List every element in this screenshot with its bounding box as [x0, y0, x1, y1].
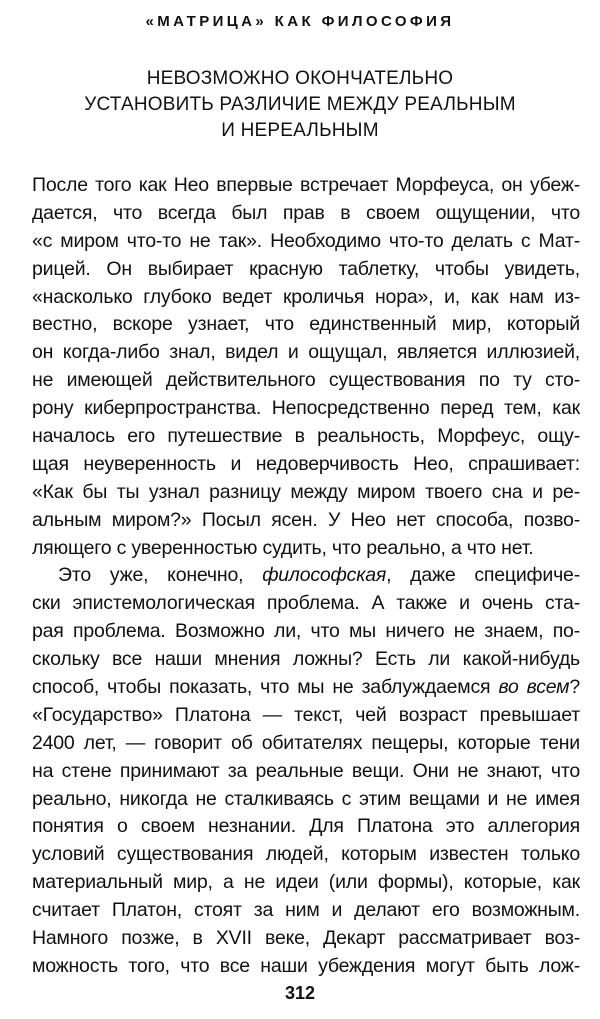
text-run: способ, чтобы показать, что мы не заблуждаемся [32, 676, 499, 699]
text-line: на стене принимают за реальные вещи. Они не знают, что [32, 759, 580, 782]
text-line: рая проблема. Возможно ли, что мы ничего не знаем, по- [32, 620, 580, 643]
text-line: материальный мир, а не идеи (или формы), которые, как [32, 871, 580, 894]
text-line: можность того, что все наши убеждения могут быть лож- [32, 954, 580, 977]
text-line: «Как бы ты узнал разницу между миром твоего сна и ре- [32, 480, 580, 503]
text-line [32, 562, 580, 590]
text-line: ляющего с уверенностью судить, что реально, а что нет. [32, 536, 534, 559]
italic-run: во всем [498, 676, 570, 699]
text-line: щая неуверенность и недоверчивость Нео, спрашивает: [32, 452, 580, 475]
text-line: понятия о своем незнании. Для Платона это аллегория [32, 815, 580, 838]
text-line: Намного позже, в XVII веке, Декарт рассматривает воз- [32, 927, 580, 950]
text-run: ? [569, 676, 580, 699]
text-line: альным миром?» Посыл ясен. У Нео нет способа, позво- [32, 508, 580, 531]
italic-run: философская [262, 564, 387, 587]
text-line: 2400 лет, — говорит об обитателях пещеры, которые тени [32, 731, 580, 754]
text-line: считает Платон, стоят за ним и делают его возможным. [32, 899, 580, 922]
text-line: условий существования людей, которым известен только [32, 843, 580, 866]
text-line: не имеющей действительного существования по ту сто- [32, 369, 580, 392]
text-line [32, 674, 580, 702]
text-line: «насколько глубоко ведет кроличья нора», и, как нам из- [32, 285, 580, 308]
text-line: После того как Нео впервые встречает Морфеуса, он убеж- [32, 174, 580, 196]
title-line: НЕВОЗМОЖНО ОКОНЧАТЕЛЬНО [146, 68, 454, 89]
page-number: 312 [284, 983, 316, 1003]
text-line: рицей. Он выбирает красную таблетку, чтобы увидеть, [32, 257, 580, 280]
text-line: он когда-либо знал, видел и ощущал, является иллюзией, [32, 341, 580, 364]
text-line: вестно, вскоре узнает, что единственный мир, который [32, 313, 580, 336]
title-line: УСТАНОВИТЬ РАЗЛИЧИЕ МЕЖДУ РЕАЛЬНЫМ [84, 94, 516, 115]
text-line: началось его путешествие в реальность, Морфеус, ощу- [32, 425, 580, 448]
title-line: И НЕРЕАЛЬНЫМ [221, 120, 379, 141]
text-line: рону киберпространства. Непосредственно перед тем, как [32, 397, 580, 420]
text-line: «Государство» Платона — текст, чей возраст превышает [32, 703, 580, 726]
text-line: скольку все наши мнения ложны? Есть ли какой-нибудь [32, 648, 580, 671]
section-title [0, 66, 600, 144]
text-run: , даже специфиче- [386, 564, 580, 587]
text-run: Это уже, конечно, [58, 564, 263, 587]
text-line: дается, что всегда был прав в своем ощущении, что [32, 201, 580, 224]
body-text [32, 172, 580, 981]
running-head: «МАТРИЦА» КАК ФИЛОСОФИЯ [145, 13, 455, 30]
text-line: реально, никогда не сталкиваясь с этим вещами и не имея [32, 787, 580, 810]
text-line: «с миром что-то не так». Необходимо что-то делать с Мат- [32, 229, 580, 252]
text-line: ски эпистемологическая проблема. А также и очень ста- [32, 592, 580, 615]
